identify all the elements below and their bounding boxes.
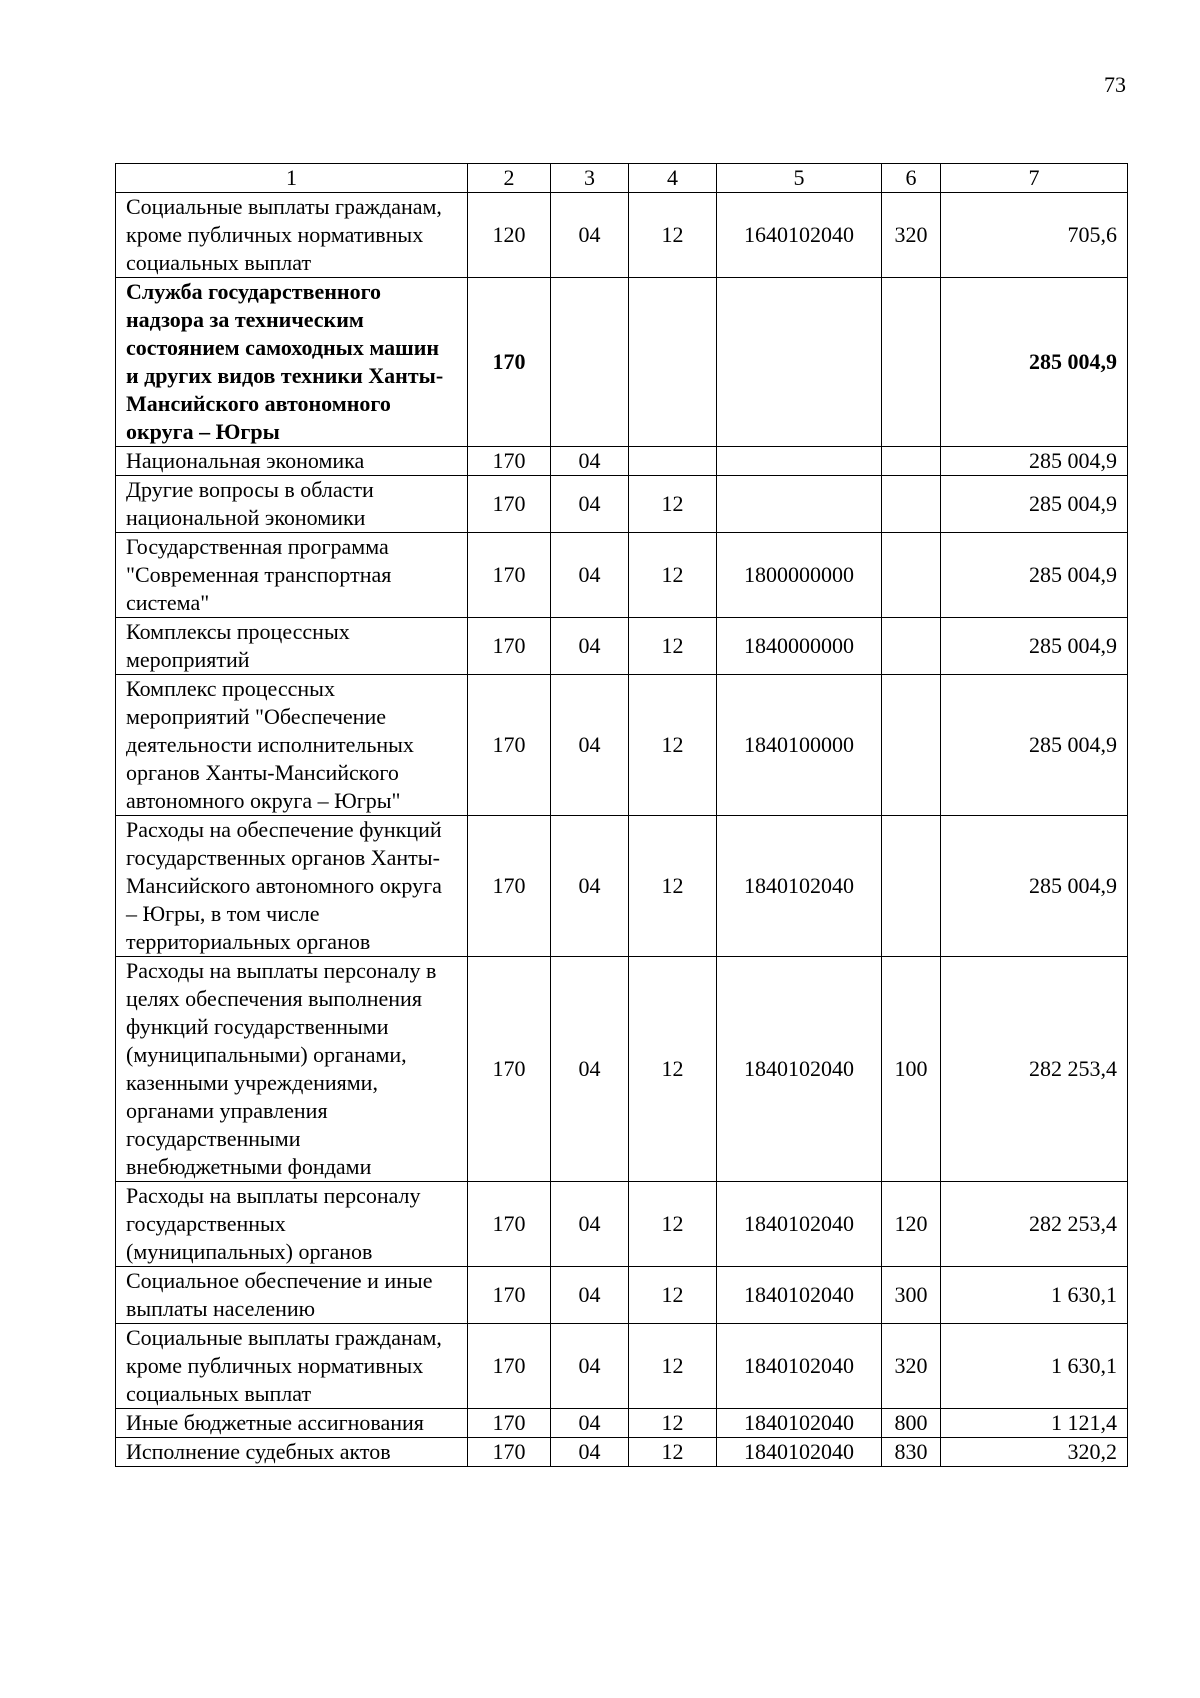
row-name-cell: Расходы на выплаты персоналу государственных (муниципальных) органов: [116, 1182, 468, 1267]
row-subsection-cell: 12: [629, 476, 717, 533]
table-row: [116, 193, 1128, 278]
row-code-cell: 170: [468, 1182, 551, 1267]
row-section-cell: 04: [551, 816, 629, 957]
row-section-cell: 04: [551, 618, 629, 675]
row-amount-cell: 285 004,9: [941, 278, 1128, 447]
header-cell: 6: [882, 164, 941, 193]
table-row: [116, 278, 1128, 447]
row-section-cell: 04: [551, 193, 629, 278]
row-amount-cell: 1 630,1: [941, 1324, 1128, 1409]
table-row: [116, 1324, 1128, 1409]
header-cell: 5: [717, 164, 882, 193]
row-target-cell: 1800000000: [717, 533, 882, 618]
row-target-cell: [717, 476, 882, 533]
row-target-cell: 1840102040: [717, 957, 882, 1182]
row-name-cell: Национальная экономика: [116, 447, 468, 476]
page-number: 73: [1104, 72, 1126, 97]
row-section-cell: 04: [551, 957, 629, 1182]
row-expense-type-cell: [882, 533, 941, 618]
row-code-cell: 170: [468, 957, 551, 1182]
row-section-cell: 04: [551, 1182, 629, 1267]
row-code-cell: 170: [468, 618, 551, 675]
row-amount-cell: 705,6: [941, 193, 1128, 278]
row-amount-cell: 285 004,9: [941, 476, 1128, 533]
row-expense-type-cell: 100: [882, 957, 941, 1182]
row-target-cell: [717, 447, 882, 476]
row-name-cell: Комплексы процессных мероприятий: [116, 618, 468, 675]
row-amount-cell: 320,2: [941, 1438, 1128, 1467]
table-row: [116, 1267, 1128, 1324]
row-target-cell: 1640102040: [717, 193, 882, 278]
row-amount-cell: 285 004,9: [941, 533, 1128, 618]
row-code-cell: 170: [468, 533, 551, 618]
row-code-cell: 120: [468, 193, 551, 278]
table-row: [116, 1438, 1128, 1467]
row-code-cell: 170: [468, 1324, 551, 1409]
row-section-cell: 04: [551, 476, 629, 533]
row-name-cell: Другие вопросы в области национальной экономики: [116, 476, 468, 533]
row-amount-cell: 282 253,4: [941, 957, 1128, 1182]
row-target-cell: 1840000000: [717, 618, 882, 675]
row-expense-type-cell: [882, 278, 941, 447]
row-amount-cell: 285 004,9: [941, 447, 1128, 476]
row-expense-type-cell: 120: [882, 1182, 941, 1267]
row-name-cell: Комплекс процессных мероприятий "Обеспечение деятельности исполнительных органов Ханты-Мансийского автономного округа – Югры": [116, 675, 468, 816]
row-name-cell: Расходы на обеспечение функций государственных органов Ханты-Мансийского автономного округа – Югры, в том числе территориальных органов: [116, 816, 468, 957]
row-section-cell: [551, 278, 629, 447]
row-target-cell: 1840102040: [717, 1267, 882, 1324]
table-row: [116, 1409, 1128, 1438]
row-target-cell: 1840102040: [717, 1324, 882, 1409]
row-subsection-cell: 12: [629, 193, 717, 278]
row-expense-type-cell: 300: [882, 1267, 941, 1324]
table-body: [116, 164, 1128, 1467]
row-section-cell: 04: [551, 1438, 629, 1467]
header-cell: 4: [629, 164, 717, 193]
row-expense-type-cell: 320: [882, 1324, 941, 1409]
row-expense-type-cell: [882, 476, 941, 533]
row-subsection-cell: 12: [629, 1324, 717, 1409]
table-row: [116, 1182, 1128, 1267]
row-target-cell: 1840102040: [717, 1438, 882, 1467]
row-expense-type-cell: [882, 675, 941, 816]
row-expense-type-cell: [882, 447, 941, 476]
row-expense-type-cell: [882, 618, 941, 675]
row-target-cell: 1840102040: [717, 1409, 882, 1438]
row-subsection-cell: 12: [629, 816, 717, 957]
table-row: [116, 476, 1128, 533]
row-name-cell: Расходы на выплаты персоналу в целях обеспечения выполнения функций государственными (муниципальными) органами, казенными учреждениями, органами управления государственными внебюджетными фондами: [116, 957, 468, 1182]
row-subsection-cell: 12: [629, 1182, 717, 1267]
row-subsection-cell: 12: [629, 675, 717, 816]
row-name-cell: Социальное обеспечение и иные выплаты населению: [116, 1267, 468, 1324]
row-amount-cell: 1 121,4: [941, 1409, 1128, 1438]
row-section-cell: 04: [551, 1324, 629, 1409]
header-cell: 3: [551, 164, 629, 193]
budget-table: [115, 163, 1128, 1467]
row-name-cell: Служба государственного надзора за техническим состоянием самоходных машин и других видов техники Ханты-Мансийского автономного округа – Югры: [116, 278, 468, 447]
row-name-cell: Государственная программа "Современная транспортная система": [116, 533, 468, 618]
row-subsection-cell: [629, 447, 717, 476]
row-expense-type-cell: [882, 816, 941, 957]
table-row: [116, 675, 1128, 816]
row-target-cell: 1840100000: [717, 675, 882, 816]
table-row: [116, 816, 1128, 957]
row-expense-type-cell: 830: [882, 1438, 941, 1467]
row-amount-cell: 1 630,1: [941, 1267, 1128, 1324]
header-cell: 7: [941, 164, 1128, 193]
row-name-cell: Социальные выплаты гражданам, кроме публичных нормативных социальных выплат: [116, 1324, 468, 1409]
row-code-cell: 170: [468, 675, 551, 816]
table-row: [116, 618, 1128, 675]
row-target-cell: 1840102040: [717, 816, 882, 957]
row-code-cell: 170: [468, 816, 551, 957]
row-code-cell: 170: [468, 1409, 551, 1438]
row-code-cell: 170: [468, 447, 551, 476]
row-code-cell: 170: [468, 476, 551, 533]
row-amount-cell: 282 253,4: [941, 1182, 1128, 1267]
row-subsection-cell: 12: [629, 1267, 717, 1324]
row-code-cell: 170: [468, 1267, 551, 1324]
row-section-cell: 04: [551, 1409, 629, 1438]
row-section-cell: 04: [551, 447, 629, 476]
row-amount-cell: 285 004,9: [941, 675, 1128, 816]
row-expense-type-cell: 800: [882, 1409, 941, 1438]
row-name-cell: Иные бюджетные ассигнования: [116, 1409, 468, 1438]
row-target-cell: [717, 278, 882, 447]
row-section-cell: 04: [551, 675, 629, 816]
row-subsection-cell: [629, 278, 717, 447]
table-row: [116, 447, 1128, 476]
row-target-cell: 1840102040: [717, 1182, 882, 1267]
row-section-cell: 04: [551, 533, 629, 618]
row-subsection-cell: 12: [629, 1409, 717, 1438]
row-section-cell: 04: [551, 1267, 629, 1324]
row-expense-type-cell: 320: [882, 193, 941, 278]
row-amount-cell: 285 004,9: [941, 816, 1128, 957]
row-subsection-cell: 12: [629, 1438, 717, 1467]
row-name-cell: Социальные выплаты гражданам, кроме публичных нормативных социальных выплат: [116, 193, 468, 278]
row-code-cell: 170: [468, 1438, 551, 1467]
row-subsection-cell: 12: [629, 957, 717, 1182]
row-amount-cell: 285 004,9: [941, 618, 1128, 675]
table-row: [116, 533, 1128, 618]
row-subsection-cell: 12: [629, 618, 717, 675]
row-subsection-cell: 12: [629, 533, 717, 618]
table-header-row: [116, 164, 1128, 193]
row-name-cell: Исполнение судебных актов: [116, 1438, 468, 1467]
header-cell: 2: [468, 164, 551, 193]
row-code-cell: 170: [468, 278, 551, 447]
header-cell: 1: [116, 164, 468, 193]
table-row: [116, 957, 1128, 1182]
